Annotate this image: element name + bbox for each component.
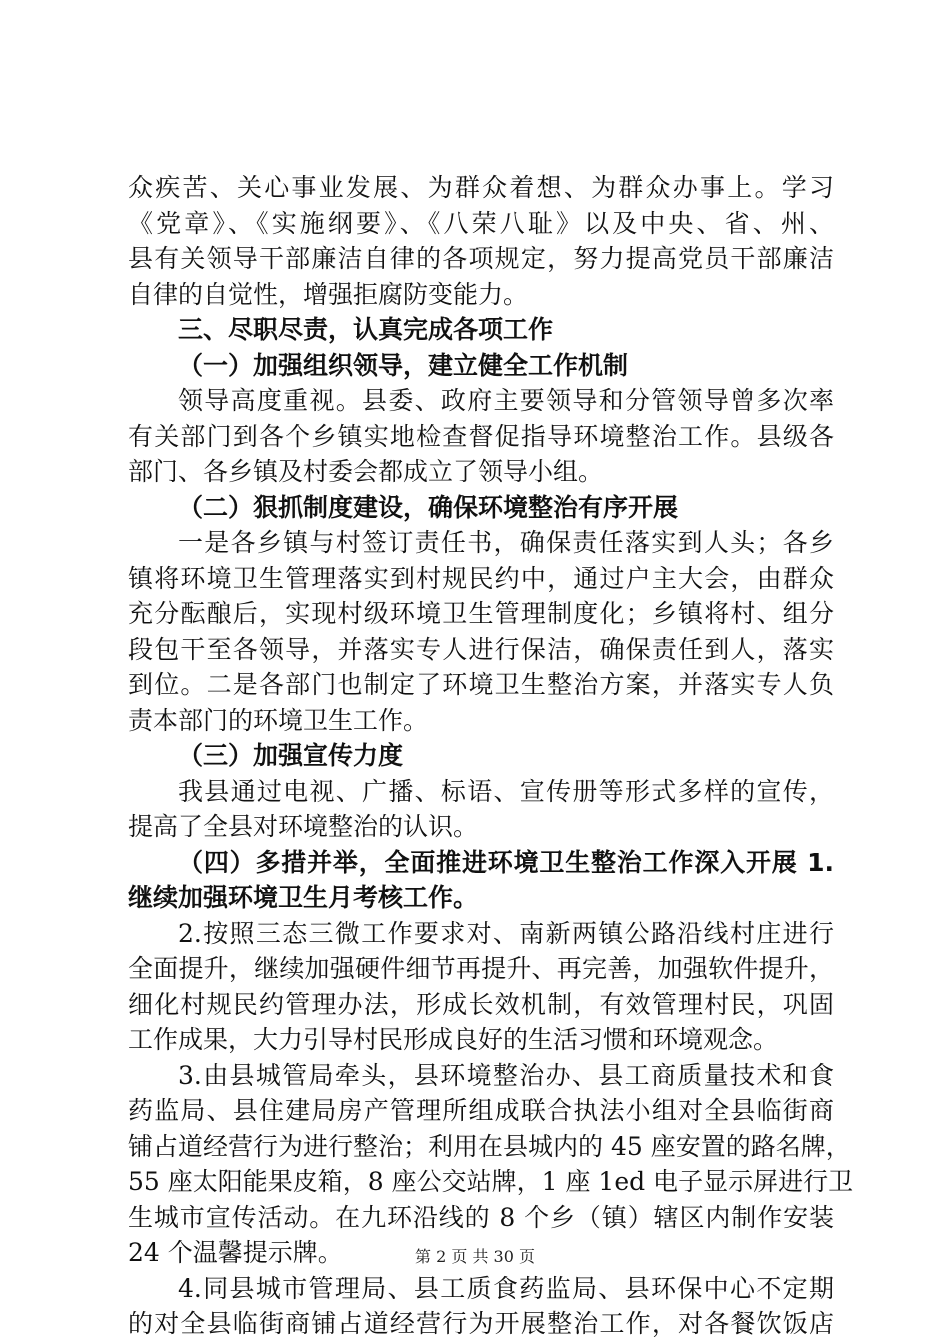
body-line: 提高了全县对环境整治的认识。 xyxy=(128,812,479,841)
page-footer: 第 2 页 共 30 页 xyxy=(415,1247,535,1266)
subsection-heading: （四）多措并举，全面推进环境卫生整治工作深入开展 1. xyxy=(178,847,834,877)
body-line: 铺占道经营行为进行整治；利用在县城内的 45 座安置的路名牌， xyxy=(128,1131,851,1161)
body-line: 生城市宣传活动。在九环沿线的 8 个乡（镇）辖区内制作安装 xyxy=(128,1202,834,1232)
body-line: 24 个温馨提示牌。 xyxy=(128,1238,343,1267)
body-line: 4.同县城市管理局、县工质食药监局、县环保中心不定期 xyxy=(178,1273,834,1303)
body-line: 部门、各乡镇及村委会都成立了领导小组。 xyxy=(128,457,604,486)
body-line: 55 座太阳能果皮箱，8 座公交站牌，1 座 1ed 电子显示屏进行卫 xyxy=(128,1167,854,1196)
body-line: 3.由县城管局牵头，县环境整治办、县工商质量技术和食 xyxy=(178,1060,834,1090)
body-line: 细化村规民约管理办法，形成长效机制，有效管理村民，巩固 xyxy=(128,989,834,1019)
body-line: 众疾苦、关心事业发展、为群众着想、为群众办事上。学习 xyxy=(128,173,834,202)
subsection-heading: （一）加强组织领导，建立健全工作机制 xyxy=(178,350,629,380)
document-body xyxy=(128,170,854,1342)
body-line: 的对全县临街商铺占道经营行为开展整治工作，对各餐饮饭店 xyxy=(128,1309,834,1338)
body-line: 镇将环境卫生管理落实到村规民约中，通过户主大会，由群众 xyxy=(128,563,834,593)
body-line: 我县通过电视、广播、标语、宣传册等形式多样的宣传， xyxy=(178,776,834,806)
section-heading: 三、尽职尽责，认真完成各项工作 xyxy=(178,315,554,344)
body-line: 县有关领导干部廉洁自律的各项规定，努力提高党员干部廉洁 xyxy=(128,244,834,273)
body-line: 到位。二是各部门也制定了环境卫生整治方案，并落实专人负 xyxy=(128,670,834,699)
body-line: 充分酝酿后，实现村级环境卫生管理制度化；乡镇将村、组分 xyxy=(128,599,834,628)
subsection-heading: （三）加强宣传力度 xyxy=(178,741,404,770)
body-line: 《党章》、《实施纲要》、《八荣八耻》以及中央、省、州、 xyxy=(128,208,834,238)
subsection-heading: （二）狠抓制度建设，确保环境整治有序开展 xyxy=(178,492,679,522)
body-line: 工作成果，大力引导村民形成良好的生活习惯和环境观念。 xyxy=(128,1025,779,1054)
body-line: 一是各乡镇与村签订责任书，确保责任落实到人头；各乡 xyxy=(178,528,834,557)
body-line: 领导高度重视。县委、政府主要领导和分管领导曾多次率 xyxy=(178,386,834,415)
body-line: 药监局、县住建局房产管理所组成联合执法小组对全县临街商 xyxy=(128,1096,834,1125)
body-line: 自律的自觉性，增强拒腐防变能力。 xyxy=(128,279,529,309)
body-line: 有关部门到各个乡镇实地检查督促指导环境整治工作。县级各 xyxy=(128,421,834,451)
body-line: 全面提升，继续加强硬件细节再提升、再完善，加强软件提升， xyxy=(128,954,834,983)
subsection-heading: 继续加强环境卫生月考核工作。 xyxy=(128,883,479,912)
body-line: 2.按照三态三微工作要求对、南新两镇公路沿线村庄进行 xyxy=(178,918,834,948)
body-line: 责本部门的环境卫生工作。 xyxy=(128,705,429,735)
body-line: 段包干至各领导，并落实专人进行保洁，确保责任到人，落实 xyxy=(128,634,834,664)
